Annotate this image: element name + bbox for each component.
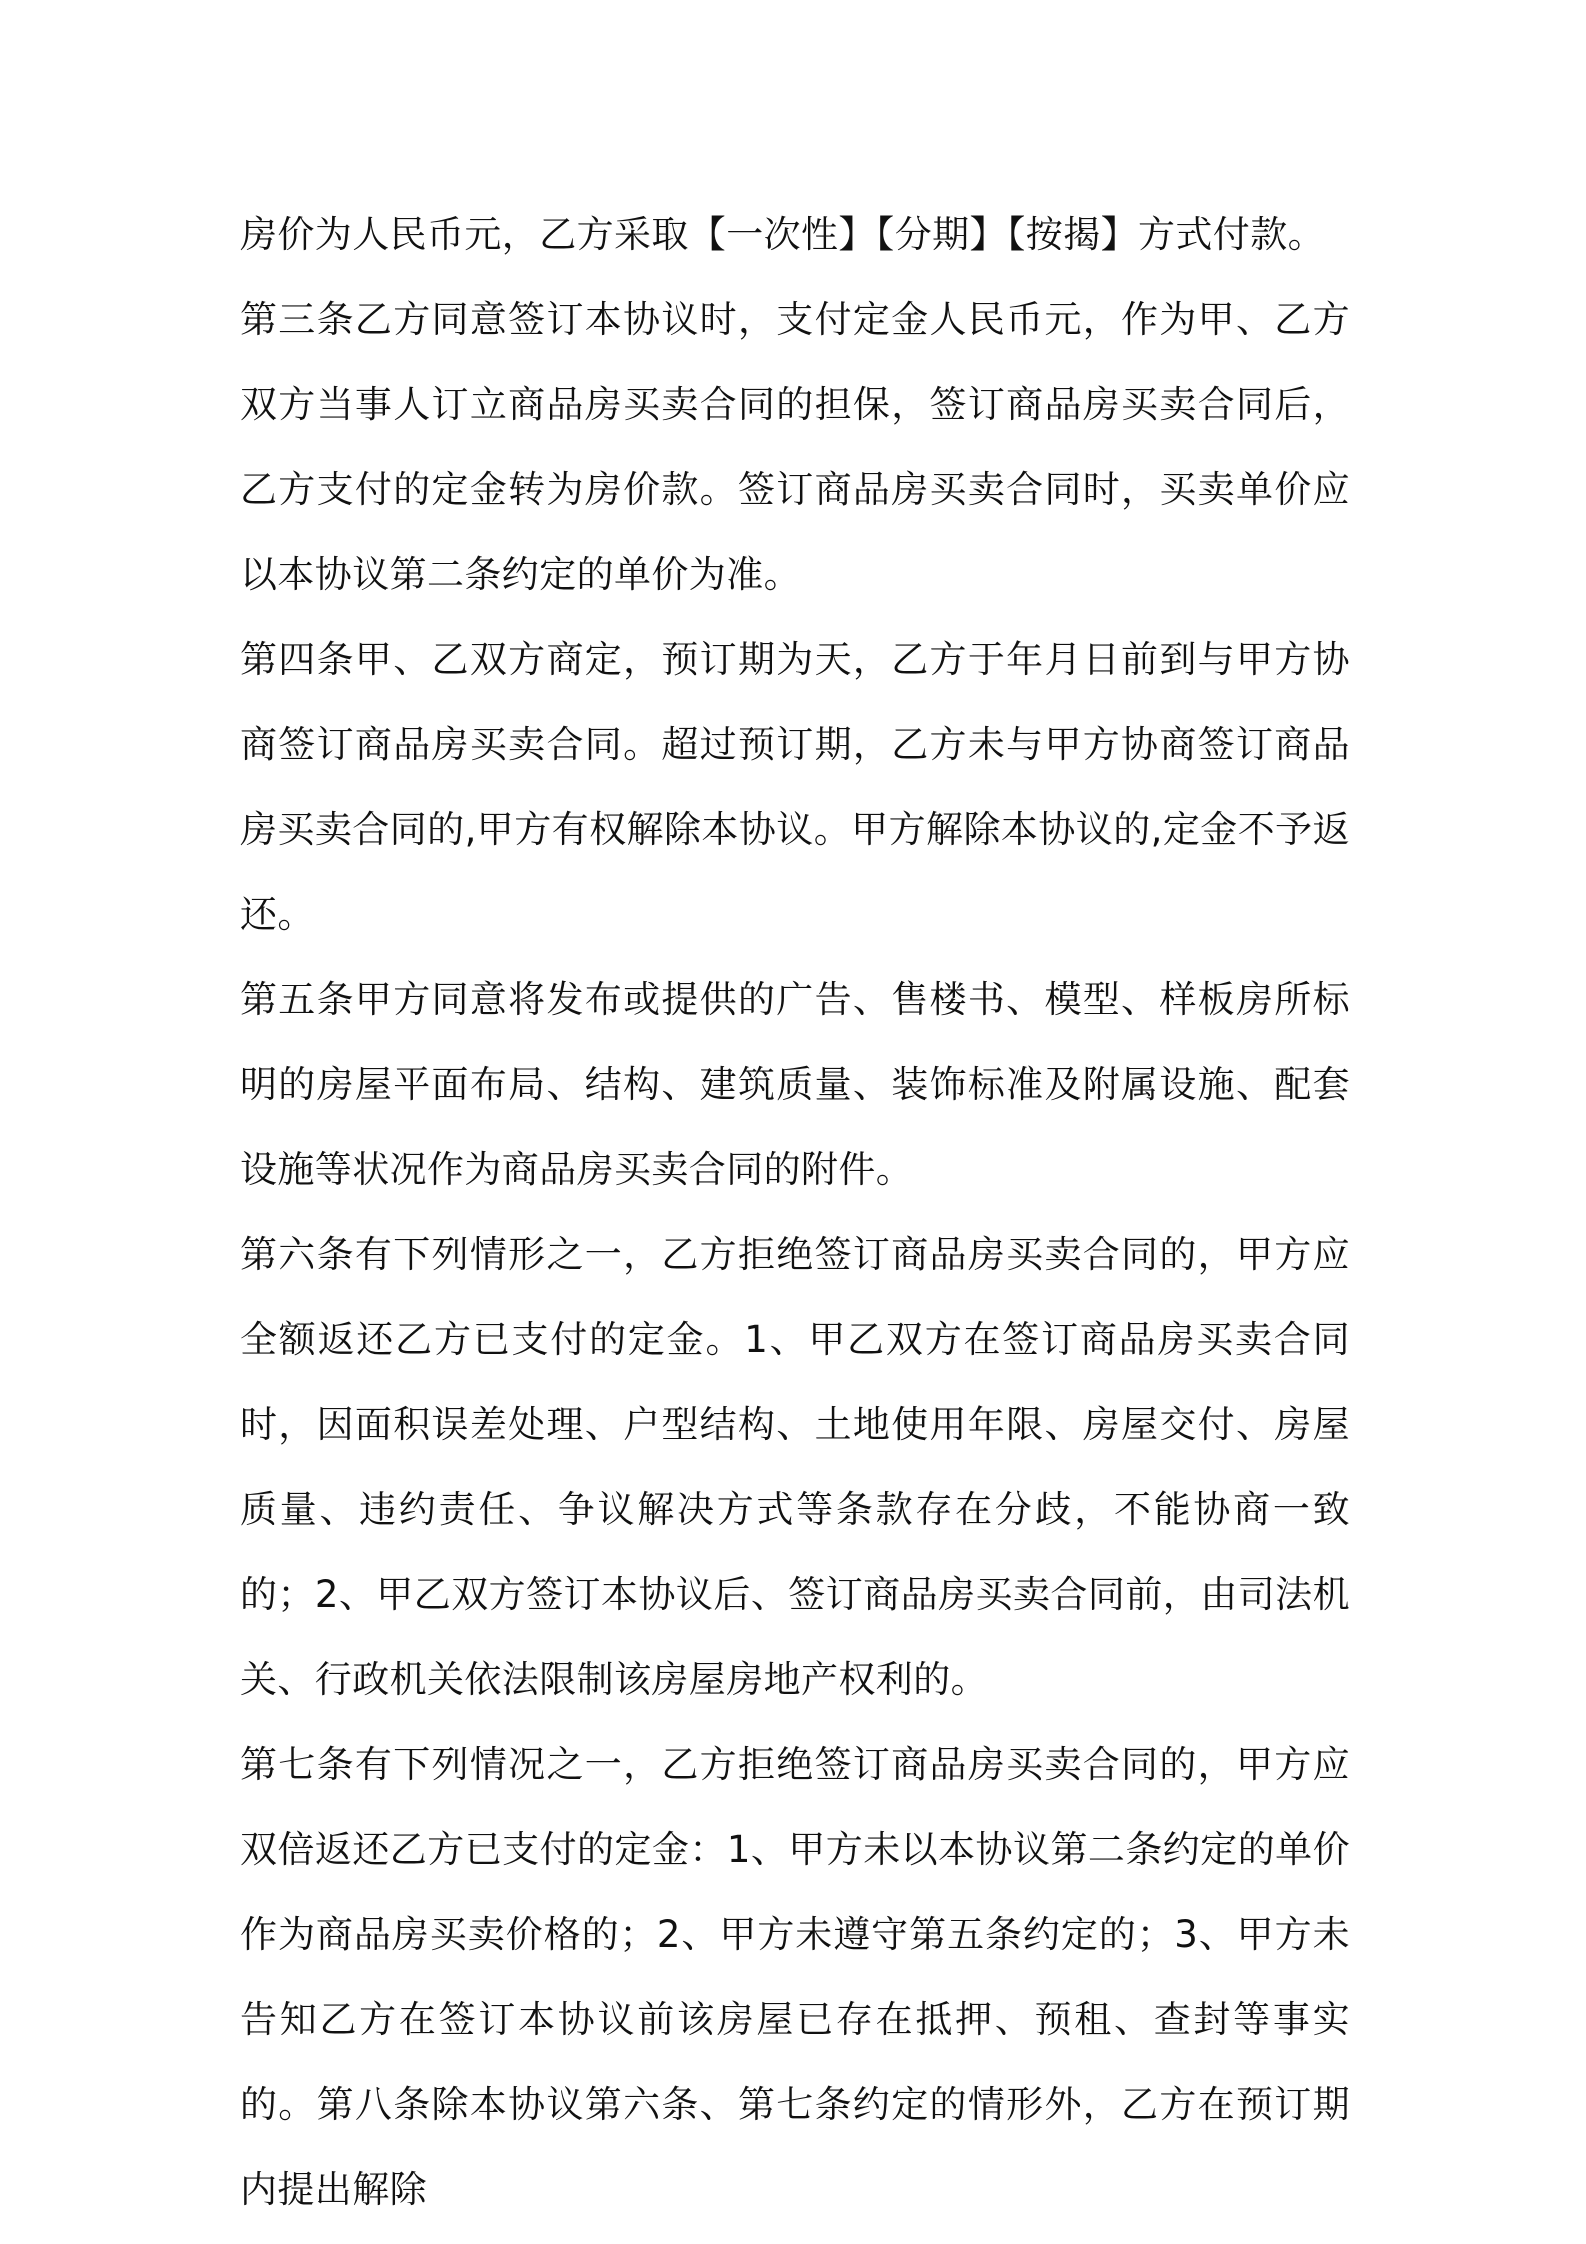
paragraph-article-5: 第五条甲方同意将发布或提供的广告、售楼书、模型、样板房所标明的房屋平面布局、结构、建筑质量、装饰标准及附属设施、配套设施等状况作为商品房买卖合同的附件。 [240,978,1350,1191]
paragraph-article-7: 第七条有下列情况之一，乙方拒绝签订商品房买卖合同的，甲方应双倍返还乙方已支付的定金：1、甲方未以本协议第二条约定的单价作为商品房买卖价格的；2、甲方未遵守第五条约定的；3、甲方未告知乙方在签订本协议前该房屋已存在抵押、预租、查封等事实的。第八条除本协议第六条、第七条约定的情形外，乙方在预订期内提出解除 [240,1743,1350,2211]
paragraph-article-3: 第三条乙方同意签订本协议时，支付定金人民币元，作为甲、乙方双方当事人订立商品房买卖合同的担保，签订商品房买卖合同后，乙方支付的定金转为房价款。签订商品房买卖合同时，买卖单价应以本协议第二条约定的单价为准。 [240,298,1350,596]
paragraph-article-4: 第四条甲、乙双方商定，预订期为天，乙方于年月日前到与甲方协商签订商品房买卖合同。超过预订期，乙方未与甲方协商签订商品房买卖合同的,甲方有权解除本协议。甲方解除本协议的,定金不予返还。 [240,638,1350,936]
paragraph-article-6: 第六条有下列情形之一，乙方拒绝签订商品房买卖合同的，甲方应全额返还乙方已支付的定金。1、甲乙双方在签订商品房买卖合同时，因面积误差处理、户型结构、土地使用年限、房屋交付、房屋质量、违约责任、争议解决方式等条款存在分歧，不能协商一致的；2、甲乙双方签订本协议后、签订商品房买卖合同前，由司法机关、行政机关依法限制该房屋房地产权利的。 [240,1233,1350,1701]
paragraph-payment-method: 房价为人民币元，乙方采取【一次性】【分期】【按揭】方式付款。 [240,213,1325,256]
document-body [240,192,1350,2232]
